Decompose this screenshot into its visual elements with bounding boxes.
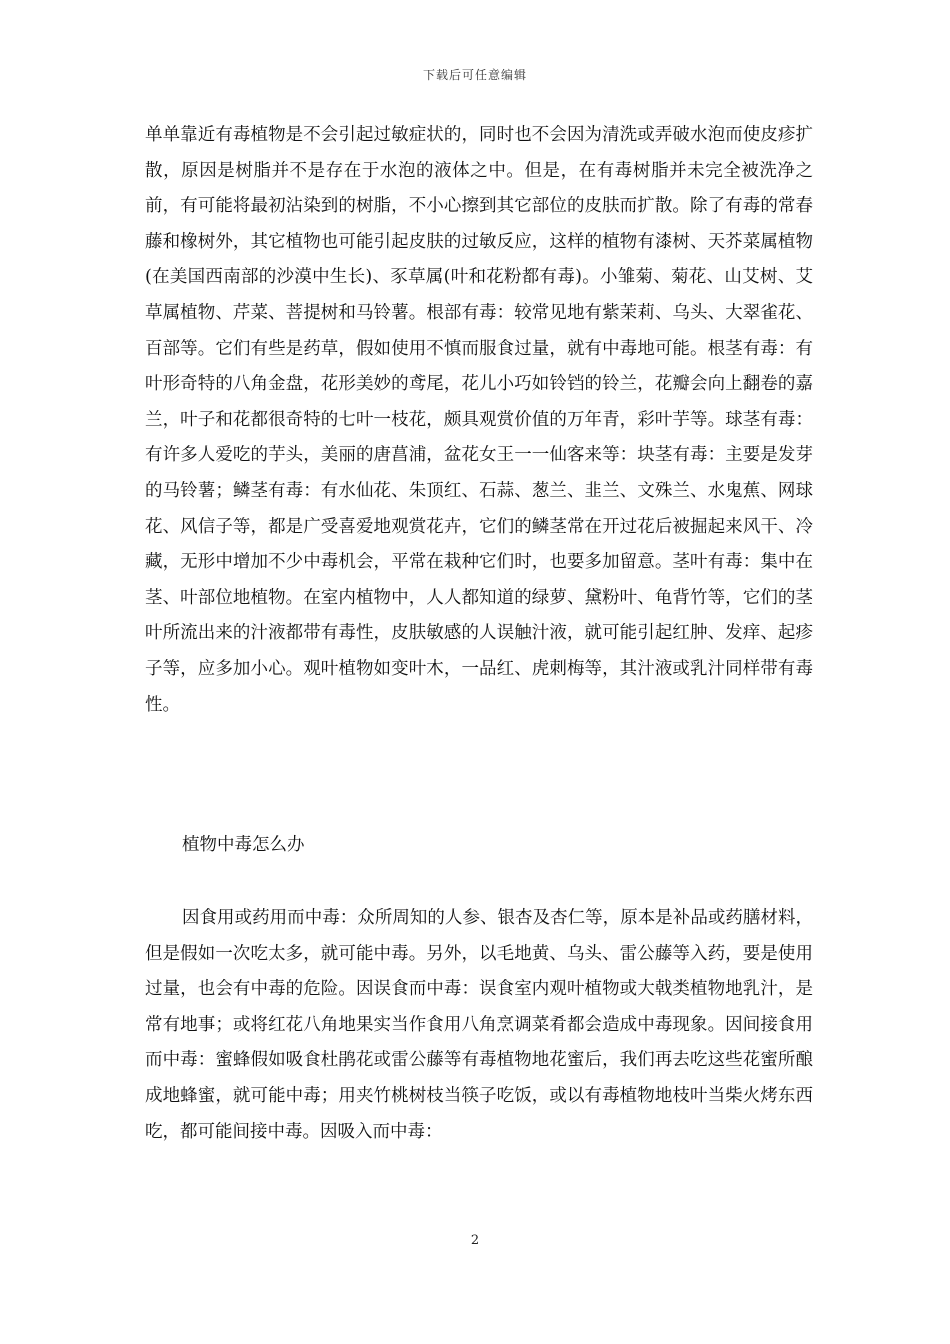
body-paragraph-1: 单单靠近有毒植物是不会引起过敏症状的，同时也不会因为清洗或弄破水泡而使皮疹扩散，原因是树脂并不是存在于水泡的液体之中。但是，在有毒树脂并未完全被洗净之前，有可能将最初沾染到的树脂，不小心擦到其它部位的皮肤而扩散。除了有毒的常春藤和橡树外，其它植物也可能引起皮肤的过敏反应，这样的植物有漆树、天芥菜属植物(在美国西南部的沙漠中生长)、豕草属(叶和花粉都有毒)。小雏菊、菊花、山艾树、艾草属植物、芹菜、菩提树和马铃薯。根部有毒：较常见地有紫茉莉、乌头、大翠雀花、百部等。它们有些是药草，假如使用不慎而服食过量，就有中毒地可能。根茎有毒：有叶形奇特的八角金盘，花形美妙的鸢尾，花儿小巧如铃铛的铃兰，花瓣会向上翻卷的嘉兰，叶子和花都很奇特的七叶一枝花，颇具观赏价值的万年青，彩叶芋等。球茎有毒：有许多人爱吃的芋头，美丽的唐菖浦，盆花女王一一仙客来等：块茎有毒：主要是发芽的马铃薯；鳞茎有毒：有水仙花、朱顶红、石蒜、葱兰、韭兰、文殊兰、水鬼蕉、网球花、风信子等，都是广受喜爱地观赏花卉，它们的鳞茎常在开过花后被掘起来风干、冷藏，无形中增加不少中毒机会，平常在栽种它们时，也要多加留意。茎叶有毒：集中在茎、叶部位地植物。在室内植物中，人人都知道的绿萝、黛粉叶、龟背竹等，它们的茎叶所流出来的汁液都带有毒性，皮肤敏感的人误触汁液，就可能引起红肿、发痒、起疹子等，应多加小心。观叶植物如变叶木，一品红、虎刺梅等，其汁液或乳汁同样带有毒性。: [145, 125, 813, 715]
body-paragraph-2: 因食用或药用而中毒：众所周知的人参、银杏及杏仁等，原本是补品或药膳材料，但是假如一次吃太多，就可能中毒。另外，以毛地黄、乌头、雷公藤等入药，要是使用过量，也会有中毒的危险。因误食而中毒：误食室内观叶植物或大戟类植物地乳汁，是常有地事；或将红花八角地果实当作食用八角烹调菜肴都会造成中毒现象。因间接食用而中毒：蜜蜂假如吸食杜鹃花或雷公藤等有毒植物地花蜜后，我们再去吃这些花蜜所酿成地蜂蜜，就可能中毒；用夹竹桃树枝当筷子吃饭，或以有毒植物地枝叶当柴火烤东西吃，都可能间接中毒。因吸入而中毒：: [145, 908, 813, 1142]
section-heading-block: [145, 828, 813, 864]
body-paragraph-1-block: [145, 118, 813, 723]
body-paragraph-2-block: [145, 901, 813, 1150]
page-header: 下载后可任意编辑: [422, 68, 527, 82]
page-number: 2: [470, 1233, 480, 1248]
section-heading: 植物中毒怎么办: [182, 835, 305, 855]
